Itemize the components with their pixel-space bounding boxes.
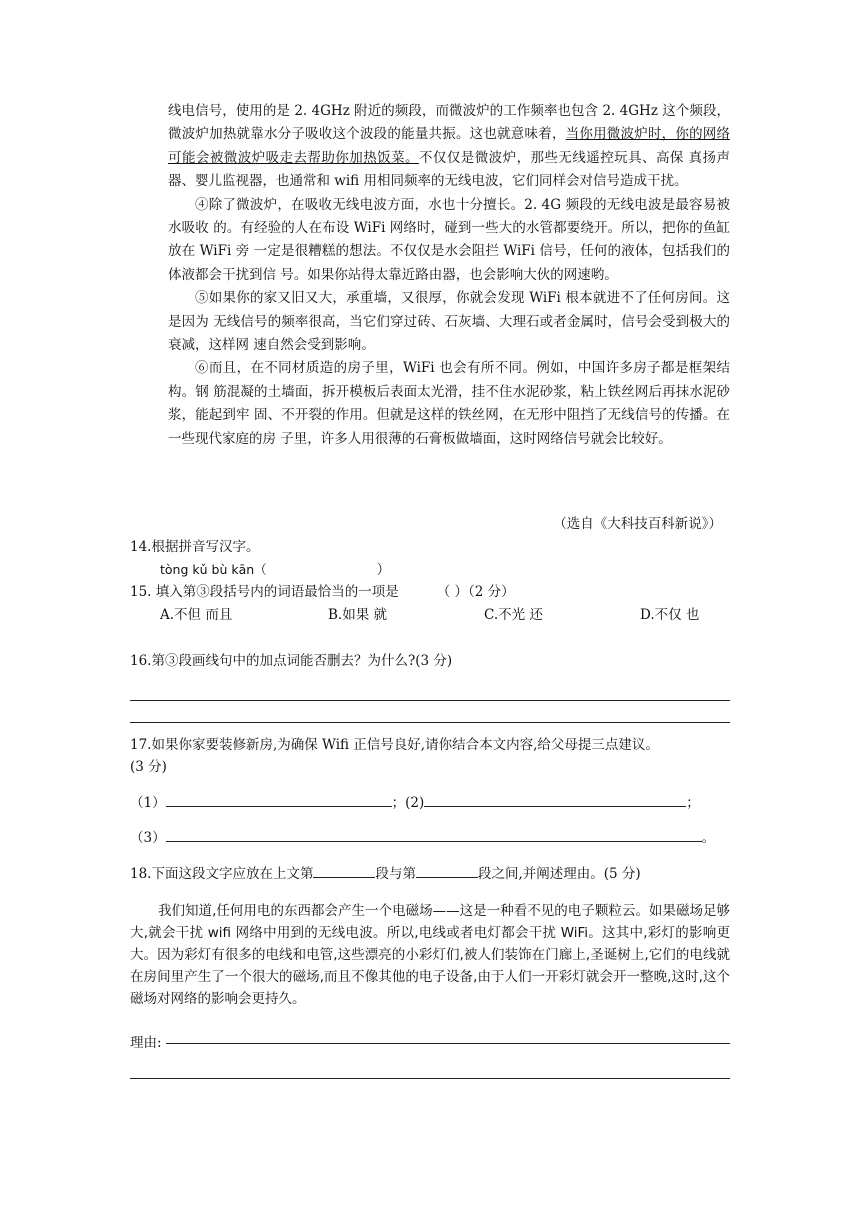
question-17-row-3 [130,826,715,846]
paragraph-4: ④除了微波炉，在吸收无线电波方面，水也十分擅长。2. 4G 频段的无线电波是最容易被水吸收 的。有经验的人在布设 WiFi 网络时，碰到一些大的水管都要绕开。所以，把你的鱼缸放在 WiFi 旁 一定是很糟糕的想法。不仅仅是水会阻拦 WiFi 信号，任何的液体，包括我们的体液都会干扰到信 号。如果你站得太靠近路由器，也会影响大伙的网速哟。 [168,196,730,283]
question-17: 17.如果你家要装修新房,为确保 Wifi 正信号良好,请你结合本文内容,给父母提三点建议。 [130,737,659,753]
paragraph-blank-2[interactable] [416,863,478,878]
pinyin-close-paren: ） [376,562,391,578]
reason-line-2[interactable] [130,1078,730,1079]
answer-blank-2[interactable] [424,792,686,807]
question-18-part-c: 段之间,并阐述理由。(5 分) [477,866,641,882]
option-b[interactable]: B.如果 就 [328,607,388,623]
paragraph-3-text: 线电信号，使用的是 2. 4GHz 附近的频段，而微波炉的工作频率也包含 2. 4GHz 这个频段，微波炉加热就靠水分子吸收这个波段的能量共振。这也就意味着， [168,103,730,143]
question-14-answer-row [160,558,390,578]
reading-article [168,100,730,451]
answer-blank-1[interactable] [166,792,392,807]
reason-label: 理由: [130,1035,162,1051]
question-16: 16.第③段画线句中的加点词能否删去？为什么?(3 分) [130,653,453,669]
question-15-stem: 15. 填入第③段括号内的词语最恰当的一项是 [130,584,399,600]
reason-line-1[interactable] [166,1043,730,1044]
question-15 [130,580,515,600]
article-source: （选自《大科技百科新说》） [553,516,722,532]
option-c[interactable]: C.不光 还 [484,607,543,623]
paragraph-6: ⑥而且，在不同材质造的房子里，WiFi 也会有所不同。例如，中国许多房子都是框架结构。钢 筋混凝的土墙面，拆开模板后表面太光滑，挂不住水泥砂浆，粘上铁丝网后再抹水泥砂浆，能起到牢 固、不开裂的作用。但就是这样的铁丝网，在无形中阻挡了无线信号的传播。在一些现代家庭的房 子里，许多人用很薄的石膏板做墙面，这时网络信号就会比较好。 [168,360,730,447]
underlined-sentence: 当你用微波炉时，你的网络可能会被微波炉吸走去帮助你加热饭菜。 [168,126,731,166]
option-a[interactable]: A.不但 而且 [160,607,233,623]
question-17-score: (3 分) [130,759,167,775]
reason-row [130,1031,162,1051]
question-17-row-1 [130,791,700,811]
question-18 [130,862,641,882]
answer-blank-3[interactable] [166,827,702,842]
answer-end-3: 。 [701,830,716,846]
answer-line-16a[interactable] [130,700,730,701]
answer-line-16b[interactable] [130,722,730,723]
paragraph-3-continued [168,100,730,194]
question-18-part-a: 18.下面这段文字应放在上文第 [130,866,314,882]
paragraph-5: ⑤如果你的家又旧又大，承重墙，又很厚，你就会发现 WiFi 根本就进不了任何房间。这是因为 无线信号的频率很高，当它们穿过砖、石灰墙、大理石或者金属时，信号会受到极大的衰减，这样网 速自然会受到影响。 [168,290,730,354]
paragraph-blank-1[interactable] [313,863,375,878]
question-15-answer-paren[interactable]: （ ）（2 分） [436,584,515,600]
answer-label-3: （3） [130,830,166,846]
pinyin-prompt: tòng kǔ bù kān（ [160,562,267,577]
answer-label-1: （1） [130,795,166,811]
question-14: 14.根据拼音写汉字。 [130,539,260,555]
answer-end-1: ； [686,795,700,811]
option-d[interactable]: D.不仅 也 [640,607,700,623]
answer-label-2: ；(2) [391,795,425,811]
paragraph-3-tail: 不仅仅是微波炉，那些无线遥控玩具、高保 真扬声器、婴儿监视器，也通常和 wifi 用相同频率的无线电波，它们同样会对信号造成干扰。 [168,149,730,190]
question-18-part-b: 段与第 [375,866,416,882]
insert-passage [130,900,730,1010]
insert-passage-text: 我们知道,任何用电的东西都会产生一个电磁场——这是一种看不见的电子颗粒云。如果磁场足够大,就会干扰 wifi 网络中用到的无线电波。所以,电线或者电灯都会干扰 WiFi。这其中,彩灯的影响更大。因为彩灯有很多的电线和电管,这些漂亮的小彩灯们,被人们装饰在门廊上,圣诞树上,它们的电线就在房间里产生了一个很大的磁场,而且不像其他的电子设备,由于人们一开彩灯就会开一整晚,这时,这个磁场对网络的影响会更持久。 [130,903,730,1007]
